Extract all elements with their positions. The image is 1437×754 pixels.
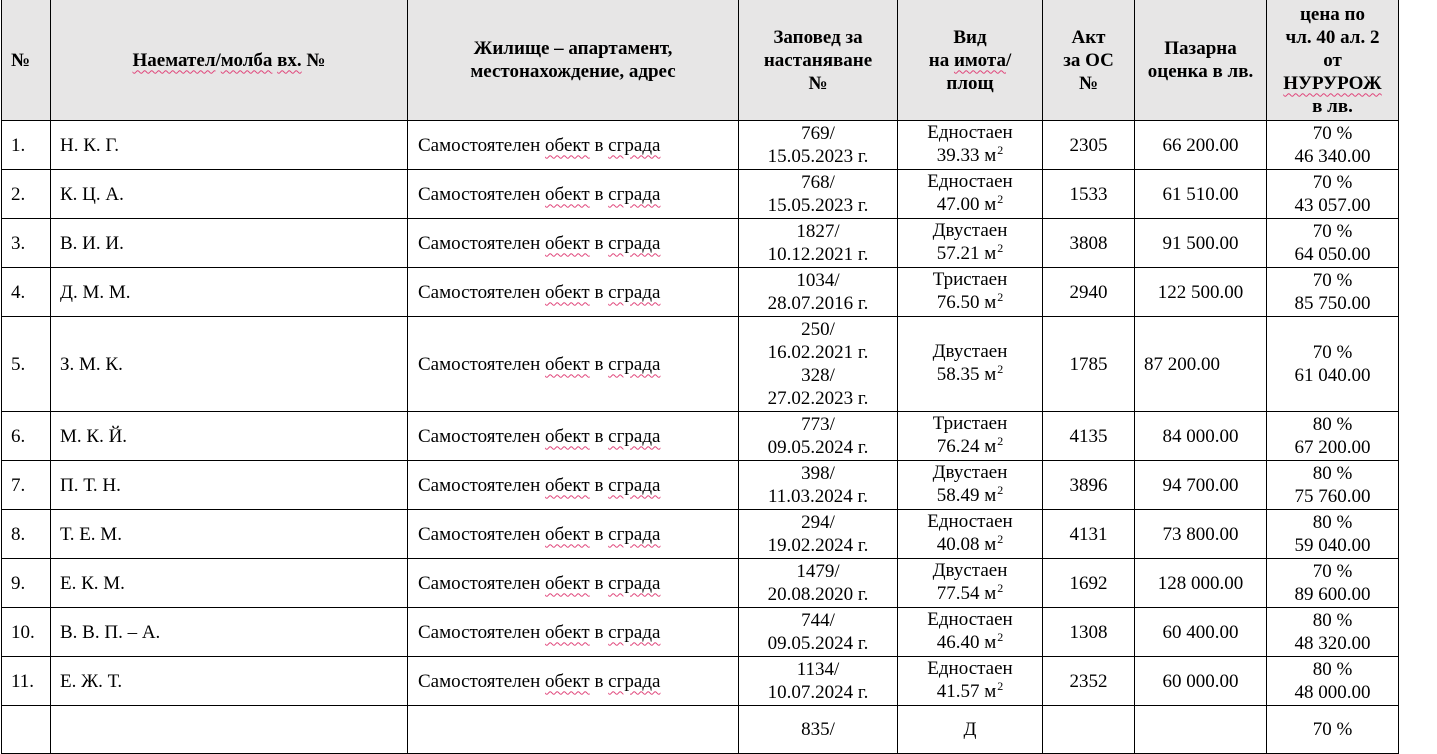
act-number: 2940: [1043, 268, 1135, 317]
object-text-4: сграда: [608, 425, 661, 447]
market-value: 66 200.00: [1135, 121, 1267, 170]
price-value: 85 750.00: [1294, 293, 1371, 314]
object-text-1: Самостоятелен: [418, 621, 546, 643]
order-number: [739, 510, 898, 559]
property-type: Двустаен: [932, 462, 1008, 483]
row-number: 9.: [2, 559, 51, 608]
act-number: 4135: [1043, 412, 1135, 461]
tenant-name: В. И. И.: [51, 219, 408, 268]
property-area: [898, 363, 1042, 388]
tenant-name: Т. Е. М.: [51, 510, 408, 559]
price-nururozh: [1267, 170, 1399, 219]
property-area: [898, 631, 1042, 656]
price-percent: 80 %: [1312, 512, 1353, 533]
header-no: №: [2, 0, 51, 121]
price-nururozh: [1267, 317, 1399, 412]
table-row: [2, 461, 1399, 510]
property-area: [898, 193, 1042, 218]
tenant-name: Д. М. М.: [51, 268, 408, 317]
market-value: 128 000.00: [1135, 559, 1267, 608]
order-line: 835/: [801, 719, 835, 740]
object-description: [408, 461, 739, 510]
table-row: [2, 317, 1399, 412]
tenant-name: Е. К. М.: [51, 559, 408, 608]
object-description: [408, 170, 739, 219]
property-type: Тристаен: [932, 413, 1008, 434]
order-line: 773/: [801, 414, 835, 435]
property-type: Двустаен: [932, 560, 1008, 581]
price-percent: 70 %: [1312, 561, 1353, 582]
area-unit-sup: 2: [997, 630, 1004, 644]
area-unit: м: [984, 194, 997, 215]
object-text-2: обект: [545, 232, 590, 254]
object-description: [408, 657, 739, 706]
order-number: [739, 461, 898, 510]
row-number: 2.: [2, 170, 51, 219]
order-line: 1479/: [796, 561, 840, 582]
table-row: [2, 657, 1399, 706]
type-area: [898, 706, 1043, 754]
object-text-4: сграда: [608, 281, 661, 303]
property-type: Едностаен: [927, 511, 1013, 532]
object-description: [408, 510, 739, 559]
order-line: 398/: [801, 463, 835, 484]
object-description: [408, 412, 739, 461]
row-number: 5.: [2, 317, 51, 412]
object-text-1: Самостоятелен: [418, 183, 546, 205]
act-number: 3808: [1043, 219, 1135, 268]
row-number: 4.: [2, 268, 51, 317]
object-text-3: в: [589, 353, 609, 375]
market-value: 73 800.00: [1135, 510, 1267, 559]
tenant-name: З. М. К.: [51, 317, 408, 412]
object-description: [408, 317, 739, 412]
object-text-1: Самостоятелен: [418, 425, 546, 447]
order-line: 328/: [801, 365, 835, 386]
table-row: [2, 706, 1399, 754]
property-type: Д: [963, 719, 977, 740]
type-area: [898, 412, 1043, 461]
area-value: 76.50: [936, 292, 980, 313]
property-area: [898, 484, 1042, 509]
act-number: 1692: [1043, 559, 1135, 608]
price-percent: 70 %: [1312, 221, 1353, 242]
order-line: 19.02.2024 г.: [767, 535, 869, 556]
object-description: [408, 268, 739, 317]
order-number: [739, 412, 898, 461]
tenant-name: К. Ц. А.: [51, 170, 408, 219]
row-number: 10.: [2, 608, 51, 657]
area-unit: м: [984, 632, 997, 653]
order-line: 1827/: [796, 221, 840, 242]
price-nururozh: [1267, 559, 1399, 608]
object-text-4: сграда: [608, 572, 661, 594]
property-type: Двустаен: [932, 220, 1008, 241]
order-line: 250/: [801, 319, 835, 340]
type-area: [898, 219, 1043, 268]
tenant-name: [51, 706, 408, 754]
property-area: [898, 242, 1042, 267]
act-number: 1785: [1043, 317, 1135, 412]
price-nururozh: [1267, 706, 1399, 754]
table-header-row: [2, 0, 1399, 121]
area-value: 39.33: [936, 145, 980, 166]
price-percent: 80 %: [1312, 463, 1353, 484]
price-percent: 70 %: [1312, 123, 1353, 144]
object-text-1: Самостоятелен: [418, 670, 546, 692]
area-unit-sup: 2: [997, 679, 1004, 693]
object-text-1: Самостоятелен: [418, 232, 546, 254]
order-line: 768/: [801, 172, 835, 193]
area-value: 58.49: [936, 485, 980, 506]
row-number: 11.: [2, 657, 51, 706]
act-number: [1043, 706, 1135, 754]
type-area: [898, 170, 1043, 219]
price-nururozh: [1267, 608, 1399, 657]
tenant-name: П. Т. Н.: [51, 461, 408, 510]
header-price: цена по чл. 40 ал. 2 от НУРУРОЖ в лв.: [1267, 0, 1399, 121]
table-row: [2, 219, 1399, 268]
market-value: [1135, 706, 1267, 754]
object-text-4: сграда: [608, 670, 661, 692]
area-value: 41.57: [936, 681, 980, 702]
object-text-1: Самостоятелен: [418, 523, 546, 545]
order-number: [739, 317, 898, 412]
market-value: 87 200.00: [1135, 317, 1267, 412]
order-line: 1134/: [796, 659, 840, 680]
property-area: [898, 533, 1042, 558]
object-text-4: сграда: [608, 353, 661, 375]
area-unit-sup: 2: [997, 192, 1004, 206]
market-value: 61 510.00: [1135, 170, 1267, 219]
price-value: 61 040.00: [1294, 365, 1371, 386]
price-value: 75 760.00: [1294, 486, 1371, 507]
object-description: [408, 706, 739, 754]
area-value: 46.40: [936, 632, 980, 653]
area-unit-sup: 2: [997, 581, 1004, 595]
price-nururozh: [1267, 219, 1399, 268]
area-value: 40.08: [936, 534, 980, 555]
order-line: 15.05.2023 г.: [767, 195, 869, 216]
area-unit: м: [984, 534, 997, 555]
price-nururozh: [1267, 510, 1399, 559]
order-line: 27.02.2023 г.: [767, 388, 869, 409]
type-area: [898, 268, 1043, 317]
price-percent: 80 %: [1312, 610, 1353, 631]
table-row: [2, 559, 1399, 608]
order-line: 28.07.2016 г.: [767, 293, 869, 314]
object-text-2: обект: [545, 621, 590, 643]
area-value: 76.24: [936, 436, 980, 457]
property-area: [898, 680, 1042, 705]
area-unit-sup: 2: [997, 290, 1004, 304]
act-number: 1308: [1043, 608, 1135, 657]
header-order: Заповед за настаняване №: [739, 0, 898, 121]
order-line: 744/: [801, 610, 835, 631]
table-row: [2, 510, 1399, 559]
object-text-2: обект: [545, 523, 590, 545]
object-text-1: Самостоятелен: [418, 474, 546, 496]
table-row: [2, 608, 1399, 657]
property-type: Тристаен: [932, 269, 1008, 290]
area-unit: м: [984, 243, 997, 264]
row-number: 3.: [2, 219, 51, 268]
act-number: 3896: [1043, 461, 1135, 510]
price-percent: 70 %: [1312, 342, 1353, 363]
object-description: [408, 559, 739, 608]
type-area: [898, 559, 1043, 608]
table-row: [2, 170, 1399, 219]
act-number: 4131: [1043, 510, 1135, 559]
property-area: [898, 435, 1042, 460]
order-line: 10.12.2021 г.: [767, 244, 869, 265]
market-value: 84 000.00: [1135, 412, 1267, 461]
act-number: 1533: [1043, 170, 1135, 219]
property-area: [898, 582, 1042, 607]
row-number: 6.: [2, 412, 51, 461]
price-percent: 70 %: [1312, 172, 1353, 193]
area-unit-sup: 2: [997, 434, 1004, 448]
price-percent: 70 %: [1312, 719, 1353, 740]
area-unit-sup: 2: [997, 362, 1004, 376]
object-text-2: обект: [545, 670, 590, 692]
object-text-4: сграда: [608, 232, 661, 254]
table-row: [2, 268, 1399, 317]
area-value: 57.21: [936, 243, 980, 264]
property-type: Едностаен: [927, 171, 1013, 192]
order-line: 11.03.2024 г.: [768, 486, 868, 507]
header-type-area: Вид на имота/ площ: [898, 0, 1043, 121]
area-value: 47.00: [936, 194, 980, 215]
row-number: 7.: [2, 461, 51, 510]
tenant-name: Н. К. Г.: [51, 121, 408, 170]
order-line: 09.05.2024 г.: [767, 633, 869, 654]
price-value: 64 050.00: [1294, 244, 1371, 265]
object-text-3: в: [589, 621, 609, 643]
order-line: 15.05.2023 г.: [767, 146, 869, 167]
price-value: 48 320.00: [1294, 633, 1371, 654]
object-description: [408, 121, 739, 170]
object-description: [408, 608, 739, 657]
apartments-table: [1, 0, 1399, 754]
order-number: [739, 608, 898, 657]
area-unit: м: [984, 485, 997, 506]
market-value: 122 500.00: [1135, 268, 1267, 317]
price-percent: 80 %: [1312, 659, 1353, 680]
table-body: [2, 121, 1399, 754]
market-value: 60 000.00: [1135, 657, 1267, 706]
tenant-name: В. В. П. – А.: [51, 608, 408, 657]
market-value: 91 500.00: [1135, 219, 1267, 268]
order-line: 294/: [801, 512, 835, 533]
object-text-3: в: [589, 281, 609, 303]
order-number: [739, 706, 898, 754]
price-nururozh: [1267, 412, 1399, 461]
object-text-2: обект: [545, 425, 590, 447]
object-text-4: сграда: [608, 183, 661, 205]
property-type: Едностаен: [927, 658, 1013, 679]
type-area: [898, 510, 1043, 559]
order-number: [739, 219, 898, 268]
area-value: 58.35: [936, 364, 980, 385]
area-unit: м: [984, 364, 997, 385]
price-value: 89 600.00: [1294, 584, 1371, 605]
object-text-2: обект: [545, 281, 590, 303]
type-area: [898, 461, 1043, 510]
act-number: 2352: [1043, 657, 1135, 706]
row-number: 8.: [2, 510, 51, 559]
order-number: [739, 559, 898, 608]
object-text-2: обект: [545, 353, 590, 375]
object-text-4: сграда: [608, 134, 661, 156]
object-text-2: обект: [545, 474, 590, 496]
tenant-name: Е. Ж. Т.: [51, 657, 408, 706]
order-number: [739, 121, 898, 170]
act-number: 2305: [1043, 121, 1135, 170]
order-line: 10.07.2024 г.: [767, 682, 869, 703]
object-text-1: Самостоятелен: [418, 134, 546, 156]
table-row: [2, 412, 1399, 461]
market-value: 94 700.00: [1135, 461, 1267, 510]
area-unit: м: [984, 681, 997, 702]
tenant-name: М. К. Й.: [51, 412, 408, 461]
price-nururozh: [1267, 657, 1399, 706]
object-text-3: в: [589, 183, 609, 205]
area-unit: м: [984, 145, 997, 166]
object-text-2: обект: [545, 572, 590, 594]
property-area: [898, 291, 1042, 316]
property-area: [898, 144, 1042, 169]
header-tenant: Наемател/молба вх. №: [51, 0, 408, 121]
price-value: 43 057.00: [1294, 195, 1371, 216]
object-text-3: в: [589, 232, 609, 254]
area-value: 77.54: [936, 583, 980, 604]
price-percent: 70 %: [1312, 270, 1353, 291]
object-description: [408, 219, 739, 268]
area-unit-sup: 2: [997, 532, 1004, 546]
type-area: [898, 657, 1043, 706]
object-text-4: сграда: [608, 621, 661, 643]
row-number: [2, 706, 51, 754]
order-number: [739, 657, 898, 706]
object-text-1: Самостоятелен: [418, 353, 546, 375]
order-line: 09.05.2024 г.: [767, 437, 869, 458]
object-text-4: сграда: [608, 474, 661, 496]
object-text-1: Самостоятелен: [418, 281, 546, 303]
object-text-3: в: [589, 474, 609, 496]
order-line: 20.08.2020 г.: [767, 584, 869, 605]
type-area: [898, 317, 1043, 412]
object-text-4: сграда: [608, 523, 661, 545]
header-act: Акт за ОС №: [1043, 0, 1135, 121]
area-unit: м: [984, 292, 997, 313]
order-number: [739, 268, 898, 317]
property-type: Едностаен: [927, 609, 1013, 630]
object-text-3: в: [589, 425, 609, 447]
price-nururozh: [1267, 121, 1399, 170]
area-unit: м: [984, 583, 997, 604]
price-percent: 80 %: [1312, 414, 1353, 435]
area-unit: м: [984, 436, 997, 457]
header-market: Пазарна оценка в лв.: [1135, 0, 1267, 121]
type-area: [898, 608, 1043, 657]
price-value: 46 340.00: [1294, 146, 1371, 167]
property-type: Едностаен: [927, 122, 1013, 143]
object-text-3: в: [589, 670, 609, 692]
order-number: [739, 170, 898, 219]
price-nururozh: [1267, 461, 1399, 510]
area-unit-sup: 2: [997, 483, 1004, 497]
price-nururozh: [1267, 268, 1399, 317]
object-text-3: в: [589, 134, 609, 156]
table-row: [2, 121, 1399, 170]
property-type: Двустаен: [932, 341, 1008, 362]
price-value: 67 200.00: [1294, 437, 1371, 458]
object-text-2: обект: [545, 183, 590, 205]
type-area: [898, 121, 1043, 170]
header-dwelling: Жилище – апартамент, местонахождение, адрес: [408, 0, 739, 121]
object-text-2: обект: [545, 134, 590, 156]
order-line: 16.02.2021 г.: [767, 342, 869, 363]
object-text-1: Самостоятелен: [418, 572, 546, 594]
order-line: 1034/: [796, 270, 840, 291]
order-line: 769/: [801, 123, 835, 144]
price-value: 59 040.00: [1294, 535, 1371, 556]
area-unit-sup: 2: [997, 241, 1004, 255]
row-number: 1.: [2, 121, 51, 170]
price-value: 48 000.00: [1294, 682, 1371, 703]
market-value: 60 400.00: [1135, 608, 1267, 657]
area-unit-sup: 2: [997, 143, 1004, 157]
object-text-3: в: [589, 572, 609, 594]
object-text-3: в: [589, 523, 609, 545]
